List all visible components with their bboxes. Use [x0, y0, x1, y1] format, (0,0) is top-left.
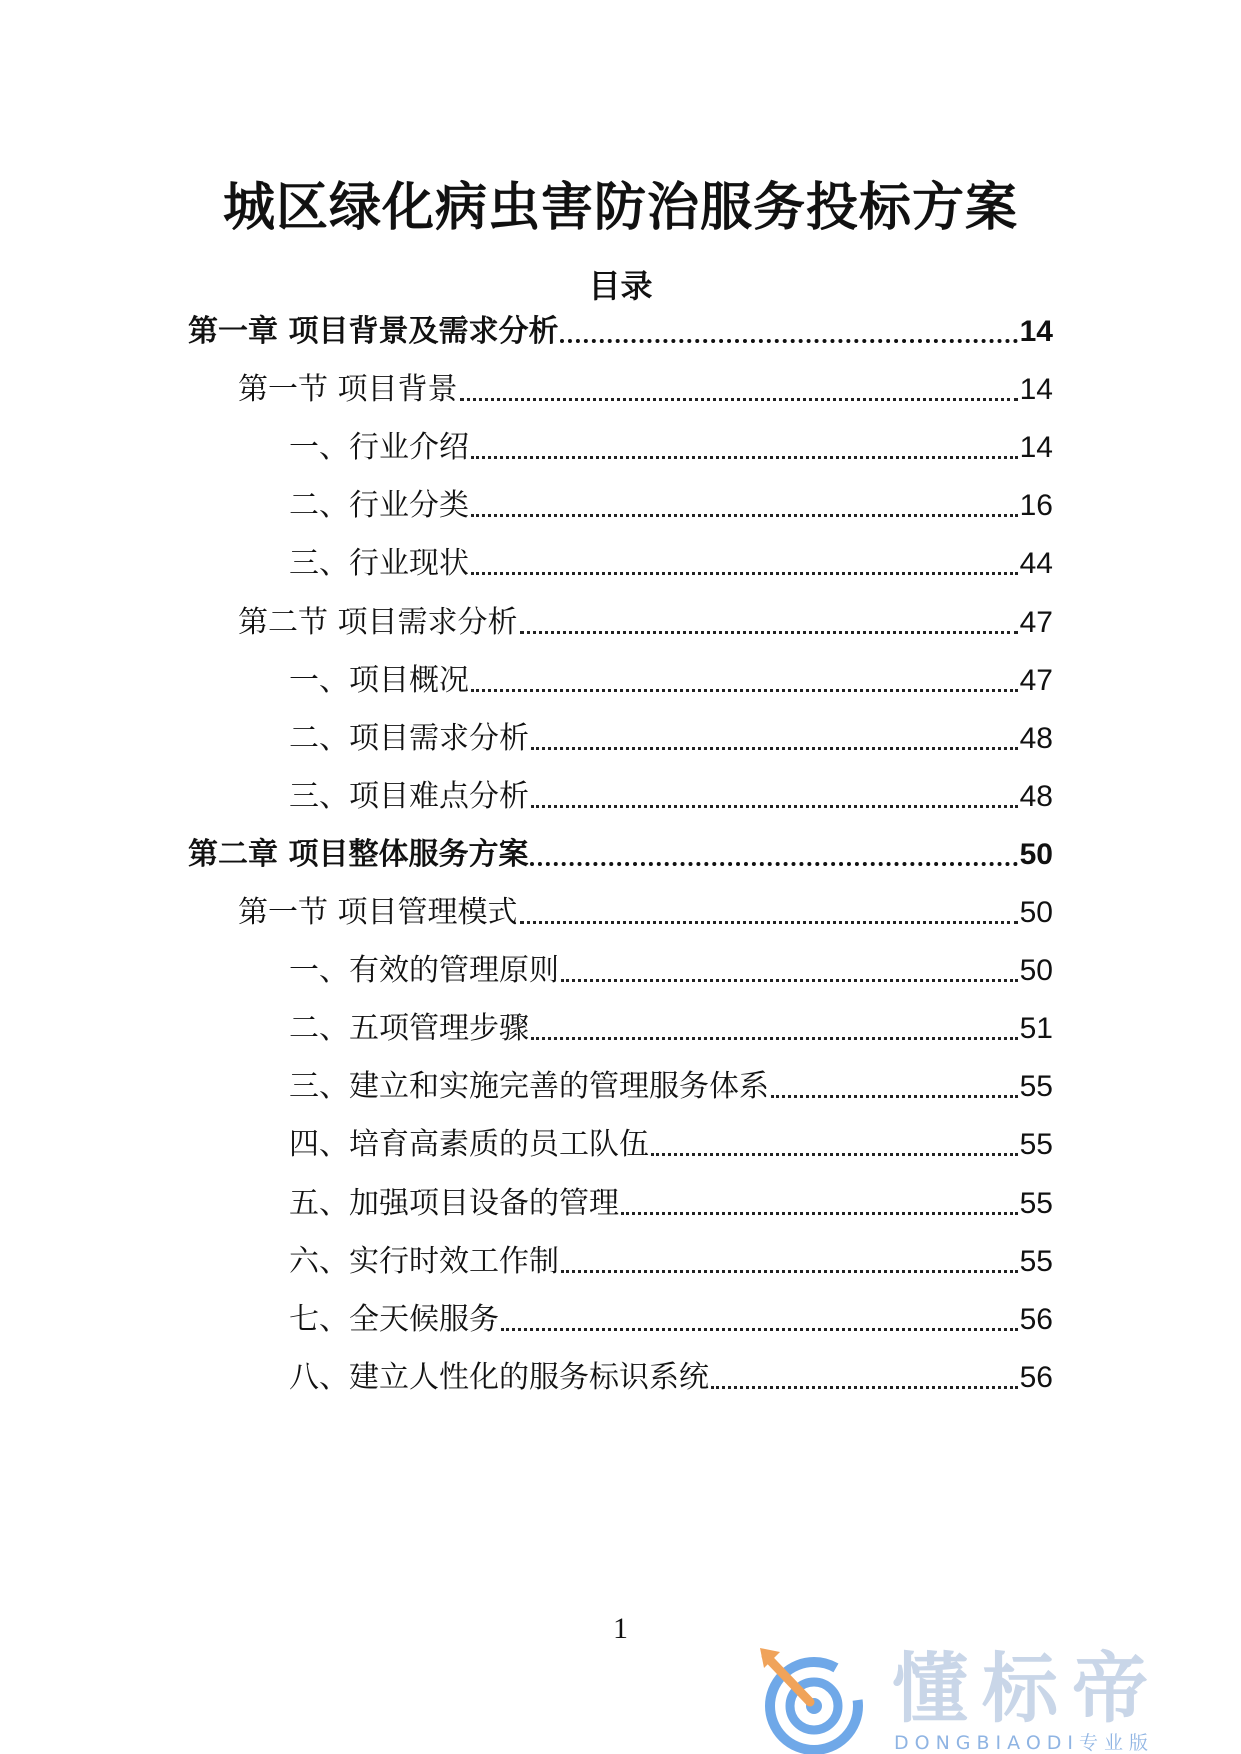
toc-entry-page: 56 — [1019, 1361, 1053, 1394]
toc-entry[interactable] — [289, 1121, 1053, 1165]
toc-entry-page: 14 — [1019, 315, 1053, 348]
toc-entry-label: 第二章 项目整体服务方案 — [188, 837, 529, 872]
toc-leader-dots — [711, 1386, 1018, 1389]
toc-entry-page: 55 — [1019, 1128, 1053, 1161]
toc-leader-dots — [651, 1153, 1018, 1156]
toc-entry[interactable] — [289, 1354, 1053, 1398]
watermark-subtitle — [894, 1732, 1154, 1754]
target-arrow-icon — [752, 1644, 872, 1754]
toc-leader-dots — [501, 1328, 1018, 1331]
page-number: 1 — [613, 1612, 628, 1645]
toc-entry[interactable] — [289, 715, 1053, 759]
toc-entry-label: 第一章 项目背景及需求分析 — [188, 314, 559, 349]
toc-entry-page: 48 — [1019, 780, 1053, 813]
toc-leader-dots — [561, 979, 1018, 982]
toc-leader-dots — [531, 805, 1018, 808]
toc-entry-label: 七、全天候服务 — [289, 1302, 499, 1337]
toc-entry-label: 一、有效的管理原则 — [289, 953, 559, 988]
toc-entry[interactable] — [289, 1063, 1053, 1107]
toc-entry[interactable] — [238, 599, 1053, 643]
toc-entry-label: 第二节 项目需求分析 — [238, 605, 518, 640]
toc-entry-label: 二、五项管理步骤 — [289, 1011, 529, 1046]
toc-entry-label: 三、项目难点分析 — [289, 779, 529, 814]
toc-entry-page: 44 — [1019, 547, 1053, 580]
toc-entry[interactable] — [289, 482, 1053, 526]
toc-entry[interactable] — [289, 1296, 1053, 1340]
toc-entry-page: 50 — [1019, 954, 1053, 987]
toc-entry[interactable] — [289, 424, 1053, 468]
toc-entry[interactable] — [188, 831, 1053, 875]
toc-leader-dots — [561, 1270, 1018, 1273]
toc-entry-label: 二、行业分类 — [289, 488, 469, 523]
toc-entry-page: 47 — [1019, 606, 1053, 639]
toc-entry-page: 47 — [1019, 664, 1053, 697]
toc-entry[interactable] — [289, 540, 1053, 584]
toc-entry[interactable] — [238, 366, 1053, 410]
toc-entry-page: 55 — [1019, 1245, 1053, 1278]
toc-entry-label: 第一节 项目管理模式 — [238, 895, 518, 930]
watermark-subtitle-latin: DONGBIAODI — [894, 1732, 1080, 1754]
toc-leader-dots — [471, 514, 1018, 517]
toc-entry-page: 56 — [1019, 1303, 1053, 1336]
toc-entry-label: 三、建立和实施完善的管理服务体系 — [289, 1069, 769, 1104]
toc-leader-dots — [520, 921, 1018, 924]
toc-leader-dots — [471, 689, 1018, 692]
toc-entry-label: 第一节 项目背景 — [238, 372, 458, 407]
toc-entry-label: 八、建立人性化的服务标识系统 — [289, 1360, 709, 1395]
toc-heading: 目录 — [588, 267, 653, 305]
toc-entry[interactable] — [289, 947, 1053, 991]
toc-entry-page: 14 — [1019, 431, 1053, 464]
toc-entry-page: 14 — [1019, 373, 1053, 406]
toc-leader-dots — [460, 398, 1018, 401]
toc-leader-dots — [471, 572, 1018, 575]
watermark — [742, 1630, 1222, 1754]
toc-entry-label: 三、行业现状 — [289, 546, 469, 581]
toc-entry-page: 16 — [1019, 489, 1053, 522]
document-title: 城区绿化病虫害防治服务投标方案 — [222, 178, 1018, 238]
toc-entry-page: 55 — [1019, 1070, 1053, 1103]
toc-leader-dots — [621, 1212, 1018, 1215]
toc-entry-label: 六、实行时效工作制 — [289, 1244, 559, 1279]
toc-entry-label: 一、项目概况 — [289, 663, 469, 698]
toc-leader-dots — [530, 862, 1017, 866]
toc-leader-dots — [531, 1037, 1018, 1040]
toc-entry-label: 四、培育高素质的员工队伍 — [289, 1127, 649, 1162]
toc-entry[interactable] — [188, 308, 1053, 352]
watermark-subtitle-cn: 专业版 — [1079, 1732, 1155, 1754]
toc-leader-dots — [560, 339, 1017, 343]
toc-leader-dots — [520, 631, 1018, 634]
toc-entry-page: 48 — [1019, 722, 1053, 755]
toc-entry-page: 51 — [1019, 1012, 1053, 1045]
toc-entry-label: 一、行业介绍 — [289, 430, 469, 465]
toc-leader-dots — [471, 456, 1018, 459]
toc-entry-page: 55 — [1019, 1187, 1053, 1220]
toc-entry-page: 50 — [1019, 896, 1053, 929]
toc-entry[interactable] — [289, 657, 1053, 701]
toc-entry[interactable] — [289, 1005, 1053, 1049]
toc-entry-label: 二、项目需求分析 — [289, 721, 529, 756]
toc-entry[interactable] — [289, 773, 1053, 817]
toc-entry[interactable] — [238, 889, 1053, 933]
toc-entry-page: 50 — [1019, 838, 1053, 871]
toc-entry-label: 五、加强项目设备的管理 — [289, 1186, 619, 1221]
toc-leader-dots — [531, 747, 1018, 750]
toc-leader-dots — [771, 1095, 1018, 1098]
toc-entry[interactable] — [289, 1238, 1053, 1282]
watermark-brand: 懂标帝 — [892, 1644, 1162, 1733]
toc-entry[interactable] — [289, 1180, 1053, 1224]
